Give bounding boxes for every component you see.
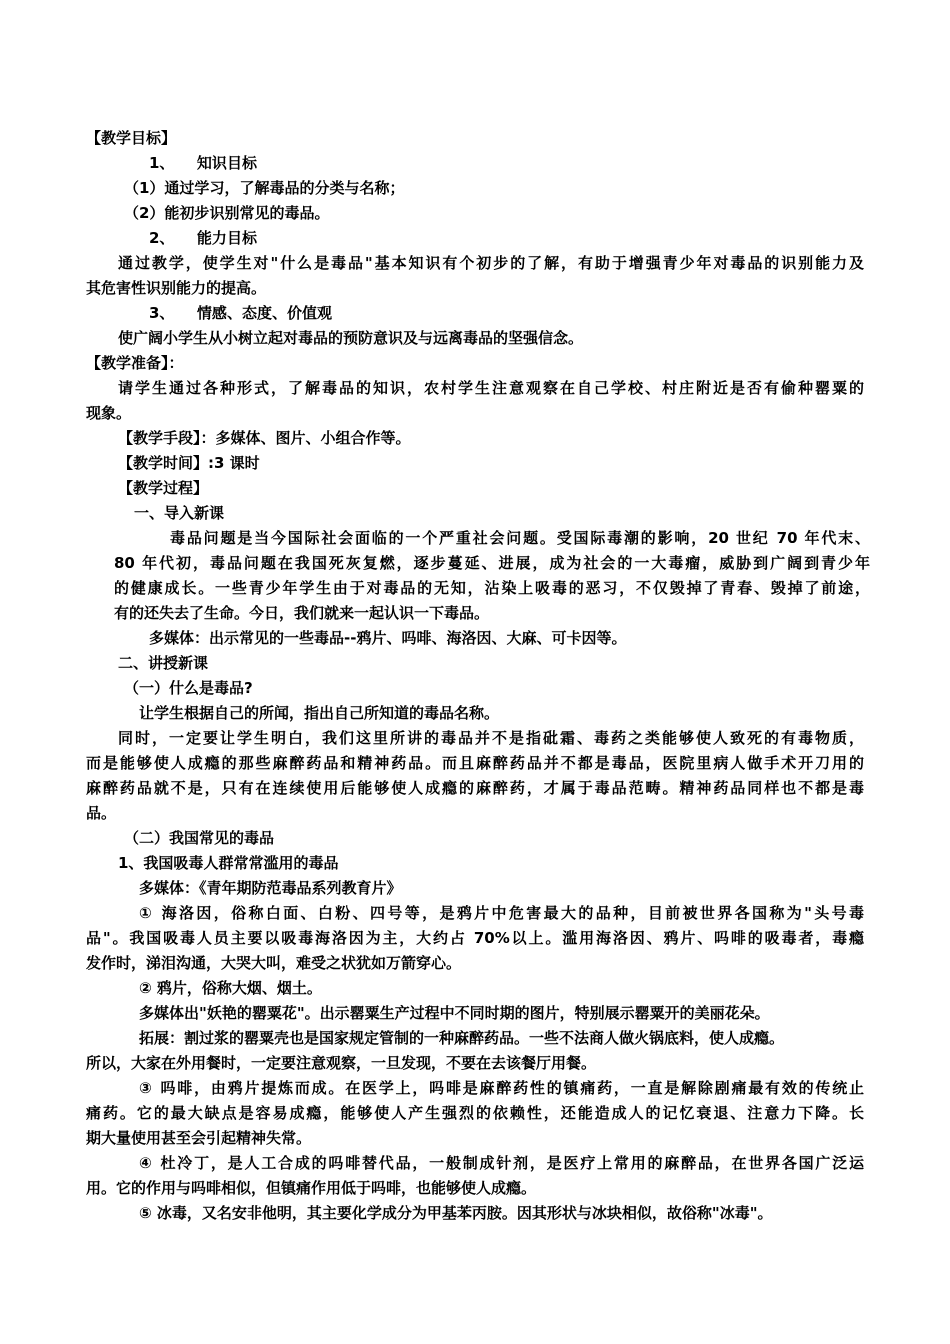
- text-line: ④ 杜冷丁，是人工合成的吗啡替代品，一般制成针剂，是医疗上常用的麻醉品，在世界各国广泛运: [139, 1154, 864, 1172]
- subheading-knowledge-goal: 1、 知识目标: [149, 154, 257, 172]
- text-line: 通过教学，使学生对"什么是毒品"基本知识有个初步的了解，有助于增强青少年对毒品的识别能力及: [118, 254, 864, 272]
- subsection-heading-common-drugs: （二）我国常见的毒品: [124, 829, 275, 847]
- section-heading-new-lesson: 二、讲授新课: [118, 654, 209, 672]
- text-line: 拓展：割过浆的罂粟壳也是国家规定管制的一种麻醉药品。一些不法商人做火锅底料，使人成瘾。: [139, 1029, 785, 1047]
- text-line: 发作时，涕泪沟通，大哭大叫，难受之状犹如万箭穿心。: [86, 954, 462, 972]
- text-line: 让学生根据自己的所闻，指出自己所知道的毒品名称。: [139, 704, 500, 722]
- text-line: 品。: [86, 804, 117, 822]
- heading-teaching-goals: 【教学目标】: [86, 129, 177, 147]
- text-line: 其危害性识别能力的提高。: [86, 279, 267, 297]
- text-line: 同时，一定要让学生明白，我们这里所讲的毒品并不是指砒霜、毒药之类能够使人致死的有毒物质，: [118, 729, 864, 747]
- heading-teaching-preparation: 【教学准备】：: [86, 354, 184, 372]
- text-line: 有的还失去了生命。今日，我们就来一起认识一下毒品。: [114, 604, 490, 622]
- subsection-heading-what-is-drug: （一）什么是毒品?: [124, 679, 253, 697]
- text-line: 毒品问题是当今国际社会面临的一个严重社会问题。受国际毒潮的影响，20 世纪 70 年代末、: [170, 529, 870, 547]
- text-line: 用。它的作用与吗啡相似，但镇痛作用低于吗啡，也能够使人成瘾。: [86, 1179, 537, 1197]
- text-line: 现象。: [86, 404, 132, 422]
- text-line: 请学生通过各种形式，了解毒品的知识，农村学生注意观察在自己学校、村庄附近是否有偷种罂粟的: [118, 379, 864, 397]
- heading-teaching-means: 【教学手段】：多媒体、图片、小组合作等。: [118, 429, 411, 447]
- text-line: 痛药。它的最大缺点是容易成瘾，能够使人产生强烈的依赖性，还能造成人的记忆衰退、注意力下降。长: [86, 1104, 864, 1122]
- subheading-values-goal: 3、 情感、态度、价值观: [149, 304, 332, 322]
- text-line: 80 年代初，毒品问题在我国死灰复燃，逐步蔓延、进展，成为社会的一大毒瘤，威胁到广阔到青少年: [114, 554, 870, 572]
- heading-teaching-process: 【教学过程】: [118, 479, 209, 497]
- text-line: 品"。我国吸毒人员主要以吸毒海洛因为主，大约占 70%以上。滥用海洛因、鸦片、吗啡的吸毒者，毒瘾: [86, 929, 864, 947]
- text-line: 使广阔小学生从小树立起对毒品的预防意识及与远离毒品的坚强信念。: [118, 329, 584, 347]
- text-line: ① 海洛因，俗称白面、白粉、四号等，是鸦片中危害最大的品种，目前被世界各国称为"头号毒: [139, 904, 864, 922]
- text-line: 多媒体出"妖艳的罂粟花"。出示罂粟生产过程中不同时期的图片，特别展示罂粟开的美丽花朵。: [139, 1004, 770, 1022]
- text-line: 多媒体：出示常见的一些毒品--鸦片、吗啡、海洛因、大麻、可卡因等。: [149, 629, 627, 647]
- text-line: （1）通过学习，了解毒品的分类与名称；: [124, 179, 405, 197]
- text-line: 多媒体：《青年期防范毒品系列教育片》: [139, 879, 402, 897]
- text-line: ③ 吗啡，由鸦片提炼而成。在医学上，吗啡是麻醉药性的镇痛药，一直是解除剧痛最有效的传统止: [139, 1079, 864, 1097]
- heading-teaching-time: 【教学时间】:3 课时: [118, 454, 260, 472]
- text-line: ⑤ 冰毒，又名安非他明，其主要化学成分为甲基苯丙胺。因其形状与冰块相似，故俗称"冰毒"。: [139, 1204, 773, 1222]
- text-line: 所以，大家在外用餐时，一定要注意观察，一旦发现，不要在去该餐厅用餐。: [86, 1054, 597, 1072]
- text-line: 期大量使用甚至会引起精神失常。: [86, 1129, 312, 1147]
- text-line: 的健康成长。一些青少年学生由于对毒品的无知，沾染上吸毒的恶习，不仅毁掉了青春、毁掉了前途，: [114, 579, 870, 597]
- text-line: 麻醉药品就不是，只有在连续使用后能够使人成瘾的麻醉药，才属于毒品范畴。精神药品同样也不都是毒: [86, 779, 864, 797]
- text-line: （2）能初步识别常见的毒品。: [124, 204, 330, 222]
- subheading-ability-goal: 2、 能力目标: [149, 229, 257, 247]
- text-line: 而是能够使人成瘾的那些麻醉药品和精神药品。而且麻醉药品并不都是毒品，医院里病人做手术开刀用的: [86, 754, 864, 772]
- section-heading-intro: 一、导入新课: [134, 504, 225, 522]
- text-line: ② 鸦片，俗称大烟、烟土。: [139, 979, 322, 997]
- item-heading-abused-drugs: 1、我国吸毒人群常常滥用的毒品: [118, 854, 339, 872]
